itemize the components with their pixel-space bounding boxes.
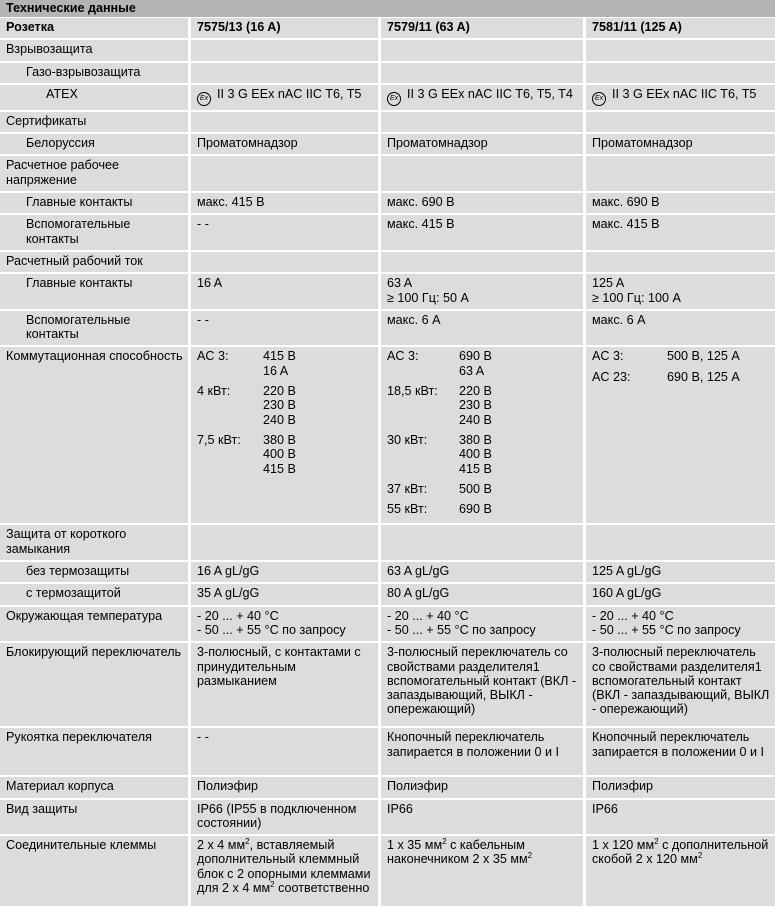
cell-value: - 20 ... + 40 °C - 50 ... + 55 °C по запросу	[381, 607, 586, 644]
row-label: Вспомогательные контакты	[0, 215, 191, 252]
switching-group-label: AC 23:	[592, 369, 631, 384]
cell-value: IP66 (IP55 в подключенном состоянии)	[191, 800, 381, 837]
row-label: Окружающая температура	[0, 607, 191, 644]
row-label: без термозащиты	[0, 562, 191, 584]
cell-value: Проматомнадзор	[191, 134, 381, 156]
cell-value: макс. 415 В	[381, 215, 586, 252]
table-row	[0, 252, 775, 274]
cell-value: 3-полюсный, с контактами с принудительным размыканием	[191, 643, 381, 728]
cell-value: - -	[191, 728, 381, 777]
cell-value: 2 x 4 $мм^2$, вставляемый дополнительный клеммный блок с 2 опорными клеммами для 2 x 4 $мм^2$ соответственно	[191, 836, 381, 908]
switching-value: 16 A	[263, 363, 289, 378]
cell-value: 16 A gL/gG	[191, 562, 381, 584]
table-row	[0, 63, 775, 85]
cell-value: 63 A gL/gG	[381, 562, 586, 584]
section-title: Технические данные	[0, 0, 775, 17]
cell-value: - 20 ... + 40 °C - 50 ... + 55 °C по запросу	[586, 607, 775, 644]
row-label: Главные контакты	[0, 274, 191, 311]
switching-group	[387, 502, 579, 516]
cell-value: Ex II 3 G EEx nAC IIC T6, T5, T4	[381, 85, 586, 112]
table-row	[0, 728, 775, 777]
switching-value: 415 В	[459, 461, 492, 476]
switching-value: 400 В	[263, 447, 296, 462]
row-label: Коммутационная способность	[0, 347, 191, 525]
row-label: Главные контакты	[0, 193, 191, 215]
switching-value: 220 В	[459, 384, 492, 399]
table-row	[0, 525, 775, 562]
switching-group	[197, 349, 374, 378]
table-row	[0, 607, 775, 644]
table-row	[0, 562, 775, 584]
switching-group-label: AC 3:	[592, 349, 624, 364]
column-header-model-2: 7579/11 (63 A)	[381, 18, 586, 40]
column-header-label: Розетка	[0, 18, 191, 40]
tech-data-table	[0, 18, 775, 908]
table-row	[0, 156, 775, 193]
switching-cell-model-2	[381, 347, 586, 525]
cell-value: Полиэфир	[381, 777, 586, 799]
row-label: Белоруссия	[0, 134, 191, 156]
switching-group-label: 7,5 кВт:	[197, 432, 241, 447]
switching-group	[592, 349, 771, 363]
cell-value: 1 x 120 $мм^2$ с дополнительной скобой 2 x 120 $мм^2$	[586, 836, 775, 908]
switching-value: 500 В	[459, 481, 492, 496]
switching-group-label: 4 кВт:	[197, 384, 231, 399]
cell-value: 35 A gL/gG	[191, 584, 381, 606]
switching-group-label: 55 кВт:	[387, 502, 428, 517]
cell-value: макс. 6 A	[381, 311, 586, 348]
row-label: Расчетный рабочий ток	[0, 252, 191, 274]
table-row	[0, 193, 775, 215]
table-row	[0, 215, 775, 252]
cell-value: Полиэфир	[586, 777, 775, 799]
cell-value: Ex II 3 G EEx nAC IIC T6, T5	[586, 85, 775, 112]
row-label: с термозащитой	[0, 584, 191, 606]
table-row	[0, 85, 775, 112]
switching-value: 415 В	[263, 461, 296, 476]
cell-value: Кнопочный переключатель запирается в положении 0 и I	[381, 728, 586, 777]
table-row	[0, 40, 775, 62]
cell-value: макс. 415 В	[586, 215, 775, 252]
switching-value: 690 В	[459, 502, 492, 517]
switching-group	[592, 370, 771, 384]
cell-value: 1 x 35 $мм^2$ с кабельным наконечником 2 x 35 $мм^2$	[381, 836, 586, 908]
table-row	[0, 777, 775, 799]
switching-value: 380 В	[459, 432, 492, 447]
switching-group-label: AC 3:	[387, 349, 419, 364]
cell-value: 125 A gL/gG	[586, 562, 775, 584]
cell-value: Ex II 3 G EEx nAC IIC T6, T5	[191, 85, 381, 112]
cell-value: 160 A gL/gG	[586, 584, 775, 606]
table-row	[0, 643, 775, 728]
table-row	[0, 311, 775, 348]
cell-value: 125 A ≥ 100 Гц: 100 A	[586, 274, 775, 311]
cell-value: IP66	[381, 800, 586, 837]
row-label: Вид защиты	[0, 800, 191, 837]
switching-value: 240 В	[263, 412, 296, 427]
cell-value: макс. 690 В	[586, 193, 775, 215]
switching-value: 230 В	[459, 398, 492, 413]
row-label: Материал корпуса	[0, 777, 191, 799]
cell-value: - -	[191, 311, 381, 348]
cell-value: IP66	[586, 800, 775, 837]
table-row	[0, 112, 775, 134]
switching-cell-model-3	[586, 347, 775, 525]
cell-value: - 20 ... + 40 °C - 50 ... + 55 °C по запросу	[191, 607, 381, 644]
table-row	[0, 836, 775, 908]
row-label: Сертификаты	[0, 112, 191, 134]
switching-group	[197, 433, 374, 476]
cell-value: 80 A gL/gG	[381, 584, 586, 606]
row-label: Вспомогательные контакты	[0, 311, 191, 348]
switching-group	[387, 482, 579, 496]
switching-value: 380 В	[263, 432, 296, 447]
table-row	[0, 18, 775, 40]
ex-mark-icon: Ex	[387, 92, 401, 106]
switching-group-label: 18,5 кВт:	[387, 384, 438, 399]
table-row	[0, 584, 775, 606]
cell-value: 63 A ≥ 100 Гц: 50 A	[381, 274, 586, 311]
row-label: Защита от короткого замыкания	[0, 525, 191, 562]
cell-value: Полиэфир	[191, 777, 381, 799]
cell-value: Кнопочный переключатель запирается в положении 0 и I	[586, 728, 775, 777]
switching-value: 400 В	[459, 447, 492, 462]
row-label: Блокирующий переключатель	[0, 643, 191, 728]
switching-group	[387, 433, 579, 476]
switching-value: 240 В	[459, 412, 492, 427]
switching-value: 690 В	[459, 349, 492, 364]
ex-mark-icon: Ex	[197, 92, 211, 106]
cell-value: макс. 690 В	[381, 193, 586, 215]
switching-group-label: 30 кВт:	[387, 432, 428, 447]
switching-group-label: 37 кВт:	[387, 481, 428, 496]
row-label: Расчетное рабочее напряжение	[0, 156, 191, 193]
row-label: Взрывозащита	[0, 40, 191, 62]
cell-value: макс. 415 В	[191, 193, 381, 215]
cell-value: Проматомнадзор	[586, 134, 775, 156]
row-label: Газо-взрывозащита	[0, 63, 191, 85]
cell-value: 3-полюсный переключатель со свойствами разделителя1 вспомогательный контакт (ВКЛ - запаздывающий, ВЫКЛ - опережающий)	[381, 643, 586, 728]
cell-value: Проматомнадзор	[381, 134, 586, 156]
switching-value: 690 В, 125 A	[667, 369, 740, 384]
row-label: ATEX	[0, 85, 191, 112]
cell-value: макс. 6 A	[586, 311, 775, 348]
switching-value: 500 В, 125 A	[667, 349, 740, 364]
switching-cell-model-1	[191, 347, 381, 525]
row-label: Рукоятка переключателя	[0, 728, 191, 777]
table-row	[0, 274, 775, 311]
table-row	[0, 800, 775, 837]
cell-value: 3-полюсный переключатель со свойствами разделителя1 вспомогательный контакт (ВКЛ - запаздывающий, ВЫКЛ - опережающий)	[586, 643, 775, 728]
row-label: Соединительные клеммы	[0, 836, 191, 908]
column-header-model-3: 7581/11 (125 A)	[586, 18, 775, 40]
switching-group	[387, 384, 579, 427]
cell-value: 16 A	[191, 274, 381, 311]
ex-mark-icon: Ex	[592, 92, 606, 106]
switching-value: 220 В	[263, 384, 296, 399]
switching-value: 230 В	[263, 398, 296, 413]
table-row	[0, 347, 775, 525]
switching-value: 415 В	[263, 349, 296, 364]
column-header-model-1: 7575/13 (16 A)	[191, 18, 381, 40]
cell-value: - -	[191, 215, 381, 252]
switching-group	[197, 384, 374, 427]
switching-value: 63 A	[459, 363, 485, 378]
switching-group	[387, 349, 579, 378]
table-row	[0, 134, 775, 156]
switching-group-label: AC 3:	[197, 349, 229, 364]
